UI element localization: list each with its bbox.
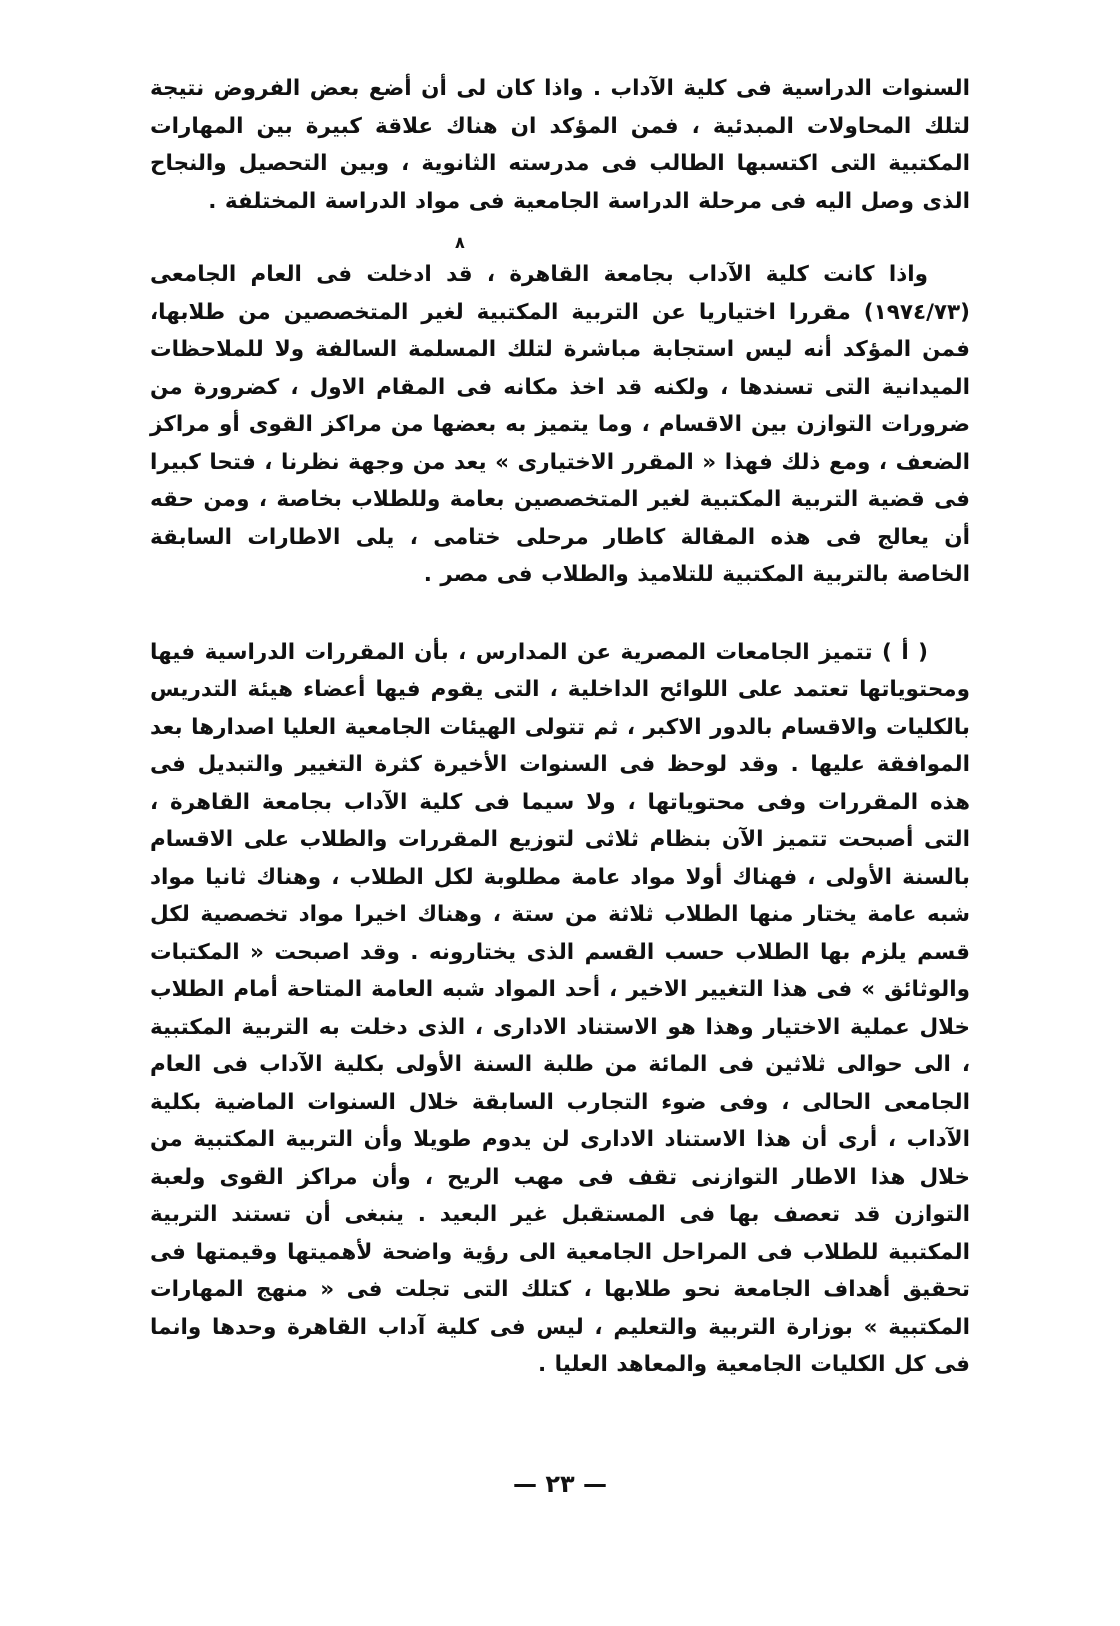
footnote-marker: ٨ [455, 233, 465, 252]
paragraph-1: السنوات الدراسية فى كلية الآداب . واذا كان لى أن أضع بعض الفروض نتيجة لتلك المحاولات المبدئية ، فمن المؤكد ان هناك علاقة كبيرة بين المهارات المكتبية التى اكتسبها الطالب فى مدرسته الثانوية ، وبين التحصيل والنجاح الذى وصل اليه فى مرحلة الدراسة الجامعية فى مواد الدراسة المختلفة . [150, 76, 970, 214]
paragraph-3-text: ( أ ) تتميز الجامعات المصرية عن المدارس ، بأن المقررات الدراسية فيها ومحتوياتها تعتمد على اللوائح الداخلية ، التى يقوم فيها أعضاء هيئة التدريس بالكليات والاقسام بالدور الاكبر ، ثم تتولى الهيئات الجامعية العليا اصدارها بعد الموافقة عليها . وقد لوحظ فى السنوات الأخيرة كثرة التغيير والتبديل فى هذه المقررات وفى محتوياتها ، ولا سيما فى كلية الآداب بجامعة القاهرة ، التى أصبحت تتميز الآن بنظام ثلاثى لتوزيع المقررات والطلاب على الاقسام بالسنة الأولى ، فهناك أولا مواد عامة مطلوبة لكل الطلاب ، وهناك ثانيا مواد شبه عامة يختار منها الطلاب ثلاثة من ستة ، وهناك اخيرا مواد تخصصية لكل قسم يلزم بها الطلاب حسب القسم الذى يختارونه . وقد اصبحت « المكتبات والوثائق » فى هذا التغيير الاخير ، أحد المواد شبه العامة المتاحة أمام الطلاب خلال عملية الاختيار وهذا هو الاستناد الادارى ، الذى دخلت به التربية المكتبية ، الى حوالى ثلاثين فى المائة من طلبة السنة الأولى بكلية الآداب فى العام الجامعى الحالى ، وفى ضوء التجارب السابقة خلال السنوات الماضية بكلية الآداب ، أرى أن هذا الاستناد الادارى لن يدوم طويلا وأن التربية المكتبية من خلال هذا الاطار التوازنى تقف فى مهب الريح ، وأن مراكز القوى ولعبة التوازن قد تعصف بها فى المستقبل غير البعيد . ينبغى أن تستند التربية المكتبية للطلاب فى المراحل الجامعية الى رؤية واضحة لأهميتها وقيمتها فى تحقيق أهداف الجامعة نحو طلابها ، كتلك التى تجلت فى « منهج المهارات المكتبية » بوزارة التربية والتعليم ، ليس فى كلية آداب القاهرة وحدها وانما فى كل الكليات الجامعية والمعاهد العليا . [150, 639, 970, 1377]
page-number: — ٢٣ — [512, 1470, 607, 1498]
paragraph-2 [150, 256, 970, 594]
document-page [150, 70, 970, 1384]
paragraph-2-text: واذا كانت كلية الآداب بجامعة القاهرة ، قد ادخلت فى العام الجامعى (١٩٧٤/٧٣) مقررا اختياريا عن التربية المكتبية لغير المتخصصين من طلابها، فمن المؤكد أنه ليس استجابة مباشرة لتلك المسلمة السالفة ولا للملاحظات الميدانية التى تسندها ، ولكنه قد اخذ مكانه فى المقام الاول ، كضرورة من ضرورات التوازن بين الاقسام ، وما يتميز به بعضها من مراكز القوى أو مراكز الضعف ، ومع ذلك فهذا « المقرر الاختيارى » يعد من وجهة نظرنا ، فتحا كبيرا فى قضية التربية المكتبية لغير المتخصصين بعامة وللطلاب بخاصة ، ومن حقه أن يعالج فى هذه المقالة كاطار مرحلى ختامى ، يلى الاطارات السابقة الخاصة بالتربية المكتبية للتلاميذ والطلاب فى مصر . [150, 262, 970, 587]
paragraph-3 [150, 634, 970, 1384]
